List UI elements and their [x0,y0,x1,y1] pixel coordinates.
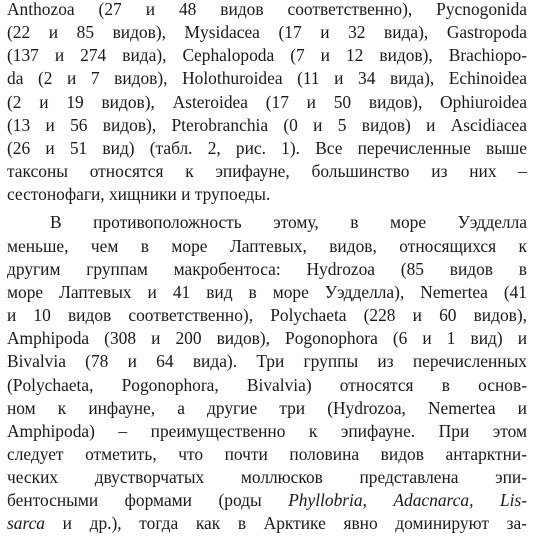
text-line: меньше, чем в море Лаптевых, видов, относящихся к [7,235,527,256]
text-line: ческих двустворчатых моллюсков представлена эпи- [7,467,527,488]
text-line [7,512,527,535]
text-run: бентосными формами (роды [7,490,289,511]
text-line: Amphipoda (308 и 200 видов), Pogonophora (6 и 1 вид) и [7,328,527,349]
text-line: сестонофаги, хищники и трупоеды. [7,184,271,205]
text-line: таксоны относятся к эпифауне, большинство из них – [7,161,527,182]
text-line: (22 и 85 видов), Mysidacea (17 и 32 вида), Gastropoda [7,22,527,43]
text-line: Amphipoda) – преимущественно к эпифауне. При этом [7,420,527,441]
text-line: следует отметить, что почти половина видов антарктни- [7,443,527,464]
text-line: (13 и 56 видов), Pterobranchia (0 и 5 видов) и Ascidiacea [7,114,527,135]
paragraph-2 [7,211,527,535]
text-line: другим группам макробентоса: Hydrozoa (85 видов в [7,258,527,279]
text-line: В противоположность этому, в море Уэдделла [50,212,527,233]
genus-name: sarca [7,513,45,534]
text-line: море Лаптевых и 41 вид в море Уэдделла), Nemertea (41 [7,281,527,302]
text-line: (26 и 51 вид) (табл. 2, рис. 1). Все перечисленные выше [7,137,527,158]
text-line: и 10 видов соответственно), Polychaeta (228 и 60 видов), [7,305,527,326]
text-run [473,490,500,510]
paragraph-1 [7,0,527,206]
text-line [7,489,527,512]
text-run: и др.), тогда как в Арктике явно доминируют за- [45,513,527,534]
genus-name: Phyllobria [288,490,363,511]
genus-name: Lis- [499,490,527,511]
text-line: (2 и 19 видов), Asteroidea (17 и 50 видов), Ophiuroidea [7,91,527,112]
text-line: da (2 и 7 видов), Holothuroidea (11 и 34 вида), Echinoidea [7,68,527,89]
text-line: Bivalvia (78 и 64 вида). Три группы из перечисленных [7,351,527,372]
text-line: Anthozoa (27 и 48 видов соответственно), Pycnogonida [7,0,527,19]
text-line: (137 и 274 вида), Cephalopoda (7 и 12 видов), Brachiopo- [7,45,527,66]
text-run: , [362,490,394,511]
text-line: (Polychaeta, Pogonophora, Bivalvia) относятся в основ- [7,374,527,395]
text-line: ном к инфауне, а другие три (Hydrozoa, Nemertea и [7,397,527,418]
genus-name: Adacnarca, [393,490,474,511]
document-page [7,0,527,536]
